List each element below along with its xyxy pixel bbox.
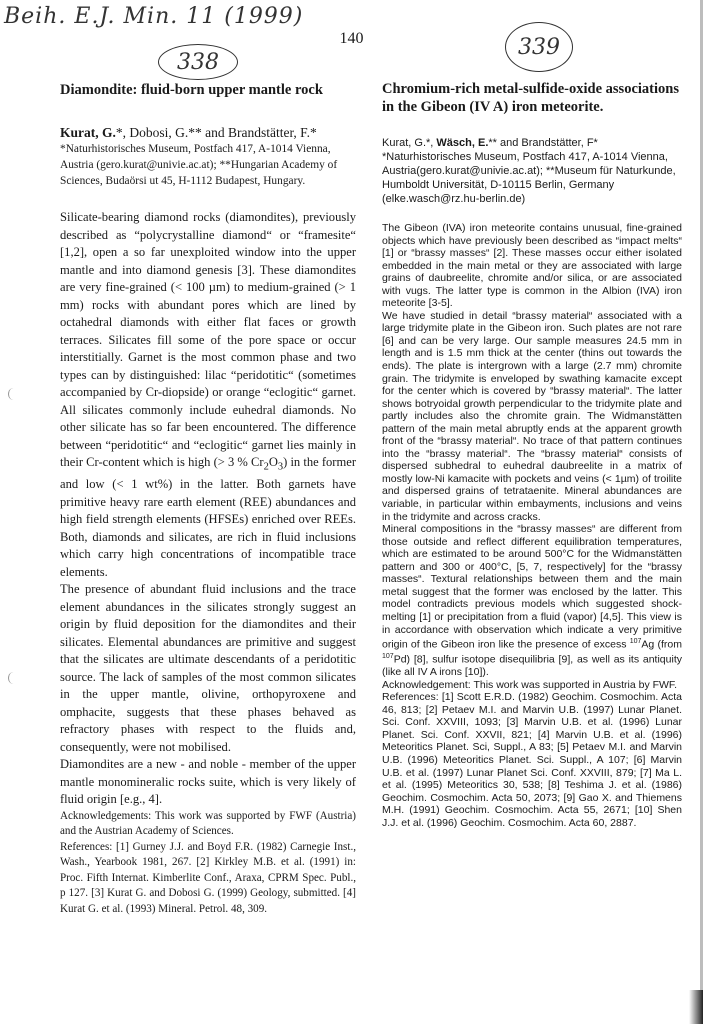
right-paragraph-1: The Gibeon (IVA) iron meteorite contains unusual, fine-grained objects which have previously been described as “impact melts“ [1] or “brassy masses“ [2]. These masses occur either isolated embedded in the main metal or they are associated with large grains of daubreelite, chromite and/or silica, or are associated with vugs. The latter type is common in the Albion (IVA) iron meteorite [3-5]. [382,222,682,310]
punch-hole-mark [8,388,19,400]
left-paragraph-3: Diamondites are a new - and noble - member of the upper mantle monomineralic rocks suite, which is very likely of fluid origin [e.g., 4]. [60,757,356,806]
right-references: References: [1] Scott E.R.D. (1982) Geochim. Cosmochim. Acta 46, 813; [2] Petaev M.I. and Marvin U.B. (1997) Lunar Planet. Sci. Conf. XXVIII, 1093; [3] Marvin U.B. et al. (1996) Lunar Planet. Sci. Conf. XXVII, 821; [4] Marvin U.B. et al. (1996) Meteoritics Planet. Sci, Suppl., A 83; [5] Petaev M.I. and Marvin U.B. (1996) Meteoritics Planet. Sci. Suppl., A 107; [6] Marvin U.B. et al. (1997) Lunar Planet Sci. Conf. XXVIII, 879; [7] Ma L. et al. (1995) Meteoritics 30, 538; [8] Teshima J. et al. (1986) Geochim. Cosmochim. Acta 50, 2073; [9] Gao X. and Thiemens M.H. (1991) Geochim. Cosmochim. Acta 55, 2671; [10] Shen J.J. et al. (1996) Geochim. Cosmochim. Acta 60, 2887. [382,691,682,829]
right-authors-block [382,136,682,206]
left-authors [60,125,356,141]
left-paragraph-2: The presence of abundant fluid inclusions and the trace element abundances in the silicates strongly suggest an origin by fluid deposition for the diamondites and their silicates. Elemental abundances are primitive and suggest that the silicates are ultimate descendants of a peridotitic source. The lack of samples of the most common silicates in the upper mantle, olivine, orthopyroxene and omphacite, suggests that these phases behaved as refractory phases with respect to the fluids and, consequently, were not mobilised. [60,582,356,754]
punch-hole-mark [8,672,19,684]
page-number: 140 [339,30,364,47]
left-abstract [60,80,356,918]
left-title: Diamondite: fluid-born upper mantle rock [60,82,323,98]
left-paragraph-1: Silicate-bearing diamond rocks (diamondites), previously described as “polycrystalline diamond“ or “framesite“ [1,2], open a so far unexploited window into the upper mantle and into diamond genesis [3]. These diamondites are very fine-grained (< 100 µm) to medium-grained (> 1 mm) rocks with abundant pores which are lined by octahedral diamonds with either flat faces or growth terraces. Silicates fill some of the pore space or occur interstitially. Garnet is the most common phase and two types can by distinguished: lilac “peridotitic“ (sometimes accompanied by Cr-diopside) or orange “eclogitic“ garnet. All silicates commonly include euhedral diamonds. No other silicate has so far been encountered. The difference between “peridotitic“ and “eclogitic“ garnet lies mainly in their Cr-content which is high (> 3 % $Cr_2O_3$) in the former and low (< 1 wt%) in the latter. Both garnets have primitive heavy rare earth element (REE) abundances and high field strength elements (HFSEs) enriched over REEs. Both, diamonds and silicates, are rich in fluid inclusions which carry high concentrations of incompatible trace elements. [60,210,356,579]
left-body [60,209,356,918]
right-body [382,222,682,829]
right-title: Chromium-rich metal-sulfide-oxide associations in the Gibeon (IV A) iron meteorite. [382,81,679,115]
scan-corner-shadow [689,990,703,1024]
handwritten-abstract-number-left: 338 [158,44,238,80]
right-abstract [382,80,682,829]
left-coauthors: *, Dobosi, G.** and Brandstätter, F.* [115,125,317,140]
left-affiliation: *Naturhistorisches Museum, Postfach 417, A-1014 Vienna, Austria (gero.kurat@univie.ac.at); **Hungarian Academy of Sciences, Budaörsi ut 45, H-1112 Budapest, Hungary. [60,143,338,187]
right-paragraph-3: Mineral compositions in the “brassy masses“ are different from those outside and reflect different equilibration temperatures, which are estimated to be around 500°C for the Widmanstätten pattern and 300 or 400°C, [5, 7, respectively] for the “brassy masses“. Textural relationships between them and the main metal suggest that the former was enclosed by the latter. This model contradicts previous models which suggested shock-melting [1] or precipitation from a fluid (vapor) [4,5]. This view is in accordance with observation which indicate a very primitive origin of the Gibeon iron like the presence of excess $^{107}$Ag (from $^{107}$Pd) [8], sulfur isotope disequilibria [9], as well as its antiquity (like all IV A irons [10]). [382,523,682,679]
handwritten-reference: Beih. E.J. Min. 11 (1999) [4,4,304,29]
left-references: References: [1] Gurney J.J. and Boyd F.R. (1982) Carnegie Inst., Wash., Yearbook 1981, 267. [2] Kirkley M.B. et al. (1991) in: Proc. Fifth Internat. Kimberlite Conf., Araxa, CPRM Spec. Publ., p 127. [3] Kurat G. and Dobosi G. (1999) Geology, submitted. [4] Kurat G. et al. (1993) Mineral. Petrol. 48, 309. [60,840,356,916]
left-first-author: Kurat, G. [60,125,116,140]
right-affiliation: *Naturhistorisches Museum, Postfach 417, A-1014 Vienna, Austria(gero.kurat@univie.ac.at); **Museum für Naturkunde, Humboldt Universität, D-10115 Berlin, Germany (elke.wasch@rz.hu-berlin.de) [382,151,676,205]
right-acknowledgement: Acknowledgement: This work was supported in Austria by FWF. [382,678,678,691]
handwritten-abstract-number-right: 339 [505,22,573,72]
right-authors: Kurat, G.*, Wäsch, E.** and Brandstätter, F* [382,137,598,149]
right-paragraph-2: We have studied in detail “brassy material“ associated with a large tridymite plate in the Gibeon iron. Such plates are not rare [6] and can be very large. Our sample measures 24.5 mm in length and is 1.5 mm thick at the center (thins out towards the ends). The plate is intergrown with a large (2.7 mm) chromite grain. The tridymite is enveloped by swathing kamacite except for the center which is covered by “brassy material“. The latter shows botryoidal growth perpendicular to the tridymite plate and partly includes also the chromite grain. The Widmanstätten pattern of the main metal abruptly ends at the apparent growth front of the “brassy material“. No trace of that pattern continues into the “brassy material“. The “brassy material“ consists of dispersed subhedral to euhedral daubreelite in a matrix of mostly low-Ni kamacite with pockets and veins (< 1µm) of troilite and dispersed grains of tetrataenite. Mineral abundances are variable, in particular within embayments, inclusions and veins in the tridymite and across cracks. [382,309,682,523]
left-acknowledgements: Acknowledgements: This work was supported by FWF (Austria) and the Austrian Academy of Sciences. [60,809,356,838]
